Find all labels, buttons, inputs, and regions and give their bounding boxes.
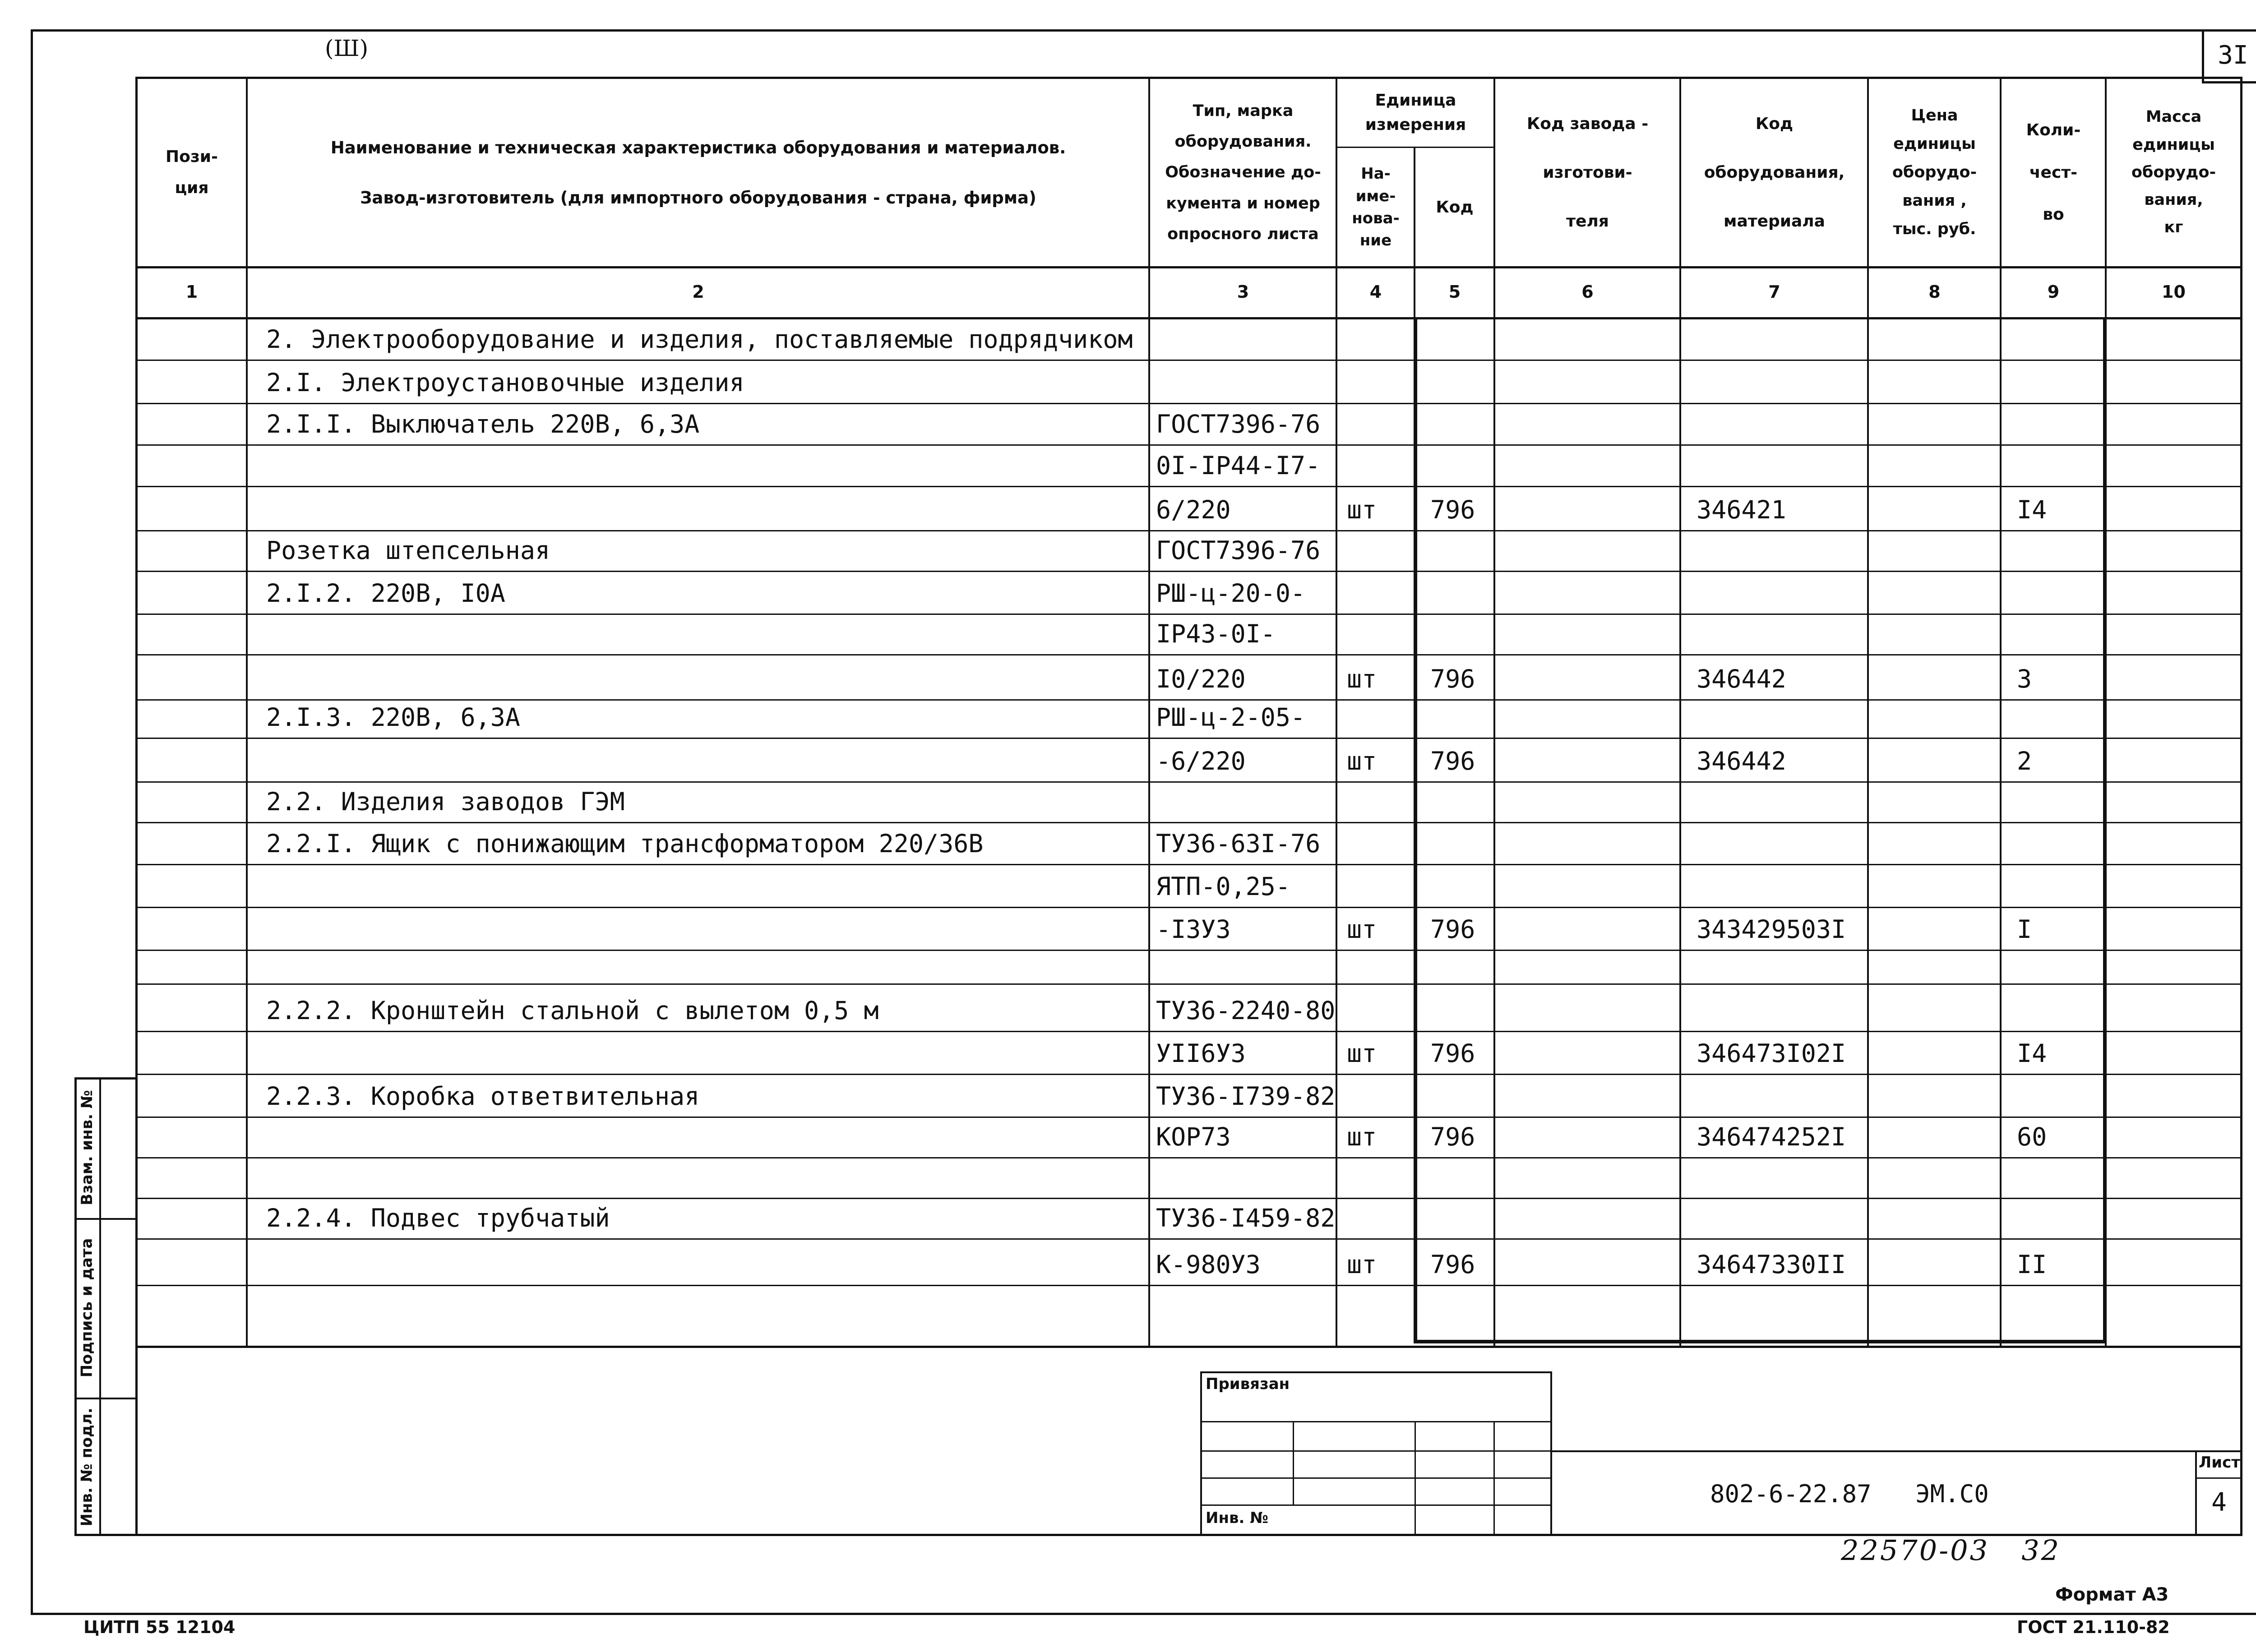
thick-data-block xyxy=(1414,318,2107,1343)
row-rule xyxy=(135,530,2242,531)
row-unit: шт xyxy=(1347,1039,1377,1068)
col-number-10: 10 xyxy=(2162,282,2186,302)
header-unit-group-text: Единица измерения xyxy=(1365,91,1466,134)
row-unit: шт xyxy=(1347,747,1377,775)
stamp-rule-1 xyxy=(1200,1421,1552,1422)
row-rule xyxy=(135,822,2242,823)
row-type: 6/220 xyxy=(1156,495,1231,524)
row-qty: II xyxy=(2017,1250,2047,1279)
row-rule xyxy=(135,1157,2242,1158)
row-unit-code: 796 xyxy=(1430,915,1475,944)
row-unit: шт xyxy=(1347,915,1377,944)
row-name: 2.2.4. Подвес трубчатый xyxy=(266,1204,610,1232)
header-price xyxy=(1869,79,2000,266)
footer-right: ГОСТ 21.110-82 xyxy=(2017,1617,2170,1637)
col-number-2: 2 xyxy=(692,282,704,302)
row-type: I0/220 xyxy=(1156,664,1246,693)
header-equipment-code-text: Код оборудования, материала xyxy=(1704,114,1845,231)
row-qty: I4 xyxy=(2017,495,2047,524)
row-rule xyxy=(135,781,2242,783)
header-unit-name-text: На- име- нова- ние xyxy=(1352,165,1400,250)
header-factory-code xyxy=(1496,79,1679,266)
header-mass xyxy=(2107,79,2240,266)
header-position-text: Пози- ция xyxy=(166,148,218,197)
row-unit-code: 796 xyxy=(1430,747,1475,775)
stamp-rule-3 xyxy=(1200,1477,1552,1479)
list-number: 4 xyxy=(2211,1488,2227,1517)
header-name-text: Наименование и техническая характеристика оборудования и материалов. Завод-изготовитель (для импортного оборудования - страна, фирма) xyxy=(330,138,1066,208)
row-unit-code: 796 xyxy=(1430,1122,1475,1151)
header-unit-group xyxy=(1338,79,1493,147)
row-rule xyxy=(135,1117,2242,1118)
row-rule xyxy=(135,950,2242,951)
col-number-9: 9 xyxy=(2047,282,2060,302)
row-name: 2.I.I. Выключатель 220В, 6,3А xyxy=(266,410,700,438)
row-type: УII6У3 xyxy=(1156,1039,1246,1068)
side-stamp-inv-podl xyxy=(74,1398,99,1536)
row-type: IP43-0I- xyxy=(1156,619,1276,648)
doc-code: 802-6-22.87 ЭМ.С0 xyxy=(1710,1480,1989,1508)
page-top-label: (Ш) xyxy=(325,35,369,61)
list-rule xyxy=(2195,1477,2242,1479)
row-type: -6/220 xyxy=(1156,747,1246,775)
row-type: -I3У3 xyxy=(1156,915,1231,944)
row-rule xyxy=(135,907,2242,908)
stamp-divider-2 xyxy=(1415,1421,1416,1536)
col-number-3: 3 xyxy=(1237,282,1249,302)
row-name: 2.2.I. Ящик с понижающим трансформатором 220/36В xyxy=(266,829,984,858)
row-name: 2.2.2. Кронштейн стальной с вылетом 0,5 м xyxy=(266,996,879,1025)
format-label: Формат А3 xyxy=(2055,1584,2169,1605)
row-unit: шт xyxy=(1347,664,1377,693)
row-rule xyxy=(135,1074,2242,1075)
header-mass-text: Масса единицы оборудо- вания, кг xyxy=(2131,108,2216,237)
row-type: ГОСТ7396-76 xyxy=(1156,410,1321,438)
row-type: ГОСТ7396-76 xyxy=(1156,536,1321,565)
row-rule xyxy=(135,444,2242,446)
page-corner-number: 3I xyxy=(2218,41,2248,70)
row-name: 2.I.3. 220В, 6,3А xyxy=(266,703,520,732)
row-rule xyxy=(135,1238,2242,1240)
row-type: ТУ36-2240-80 xyxy=(1156,996,1336,1025)
row-unit: шт xyxy=(1347,495,1377,524)
stamp-divider-1 xyxy=(1293,1421,1294,1504)
side-stamp-vzam xyxy=(74,1077,99,1218)
header-price-text: Цена единицы оборудо- вания , тыс. руб. xyxy=(1892,106,1977,238)
col-number-6: 6 xyxy=(1581,282,1594,302)
side-stamp-podpis xyxy=(74,1218,99,1398)
col-divider-4-header xyxy=(1414,147,1415,318)
stamp-rule-4 xyxy=(1200,1504,1552,1506)
row-rule xyxy=(135,738,2242,739)
side-stamp-podpis-text: Подпись и дата xyxy=(78,1238,96,1378)
row-qty: I4 xyxy=(2017,1039,2047,1068)
row-type: 0I-IP44-I7- xyxy=(1156,451,1321,480)
row-name: Розетка штепсельная xyxy=(266,536,550,565)
row-unit: шт xyxy=(1347,1122,1377,1151)
row-qty: 60 xyxy=(2017,1122,2047,1151)
header-unit-code xyxy=(1416,149,1493,266)
col-number-7: 7 xyxy=(1768,282,1780,302)
header-position xyxy=(138,79,246,266)
row-type: К-980У3 xyxy=(1156,1250,1261,1279)
row-qty: 2 xyxy=(2017,747,2032,775)
row-rule xyxy=(135,1285,2242,1286)
row-rule xyxy=(135,1031,2242,1032)
header-equipment-code xyxy=(1682,79,1867,266)
header-quantity xyxy=(2002,79,2105,266)
col-number-1: 1 xyxy=(185,282,198,302)
row-unit-code: 796 xyxy=(1430,1039,1475,1068)
row-rule xyxy=(135,614,2242,615)
row-equip-code: 34647330II xyxy=(1697,1250,1846,1279)
stamp-rule-2 xyxy=(1200,1450,1552,1452)
header-unit-name xyxy=(1338,149,1414,266)
row-equip-code: 346474252I xyxy=(1697,1122,1846,1151)
stamp-divider-3 xyxy=(1493,1421,1495,1536)
col-number-8: 8 xyxy=(1928,282,1941,302)
header-name xyxy=(248,79,1148,266)
handwritten-number: 22570-03 32 xyxy=(1841,1534,2061,1567)
inv-no-label: Инв. № xyxy=(1206,1509,1269,1527)
side-stamp-inv-podl-text: Инв. № подл. xyxy=(78,1407,96,1527)
row-type: ТУ36-63I-76 xyxy=(1156,829,1321,858)
row-type: ТУ36-I459-82 xyxy=(1156,1204,1336,1232)
row-type: КОР73 xyxy=(1156,1122,1231,1151)
row-rule xyxy=(135,654,2242,655)
row-rule xyxy=(135,699,2242,701)
header-bottom-rule xyxy=(135,266,2242,268)
row-name: 2.2. Изделия заводов ГЭМ xyxy=(266,787,625,816)
col-number-4: 4 xyxy=(1369,282,1382,302)
row-name: 2. Электрооборудование и изделия, поставляемые подрядчиком xyxy=(266,325,1133,354)
row-type: ТУ36-I739-82 xyxy=(1156,1082,1336,1111)
row-rule xyxy=(135,983,2242,985)
row-type: РШ-ц-2-05- xyxy=(1156,703,1306,732)
row-equip-code: 346473I02I xyxy=(1697,1039,1846,1068)
col-number-5: 5 xyxy=(1448,282,1461,302)
row-unit-code: 796 xyxy=(1430,1250,1475,1279)
footer-left: ЦИТП 55 12104 xyxy=(83,1617,236,1637)
header-unit-code-text: Код xyxy=(1436,198,1474,217)
row-rule xyxy=(135,864,2242,865)
row-rule xyxy=(135,360,2242,361)
row-equip-code: 346442 xyxy=(1697,664,1786,693)
row-unit-code: 796 xyxy=(1430,495,1475,524)
row-type: РШ-ц-20-0- xyxy=(1156,579,1306,608)
header-quantity-text: Коли- чест- во xyxy=(2026,121,2081,224)
row-rule xyxy=(135,486,2242,487)
row-qty: I xyxy=(2017,915,2032,944)
side-stamp-vzam-text: Взам. инв. № xyxy=(78,1090,96,1205)
row-rule xyxy=(135,571,2242,572)
row-rule xyxy=(135,1198,2242,1199)
header-type-text: Тип, марка оборудования. Обозначение до- кумента и номер опросного листа xyxy=(1165,102,1321,243)
header-type xyxy=(1151,79,1336,266)
row-equip-code: 346442 xyxy=(1697,747,1786,775)
row-name: 2.I.2. 220В, I0А xyxy=(266,579,505,608)
row-equip-code: 346421 xyxy=(1697,495,1786,524)
list-label: Лист xyxy=(2199,1454,2240,1472)
header-factory-code-text: Код завода - изготови- теля xyxy=(1526,114,1649,231)
side-stamp-divider xyxy=(99,1077,101,1536)
row-unit-code: 796 xyxy=(1430,664,1475,693)
row-type: ЯТП-0,25- xyxy=(1156,872,1291,901)
privyazan-label: Привязан xyxy=(1206,1375,1290,1393)
row-equip-code: 343429503I xyxy=(1697,915,1846,944)
row-unit: шт xyxy=(1347,1250,1377,1279)
row-name: 2.I. Электроустановочные изделия xyxy=(266,368,744,397)
row-name: 2.2.3. Коробка ответвительная xyxy=(266,1082,700,1111)
row-qty: 3 xyxy=(2017,664,2032,693)
row-rule xyxy=(135,403,2242,404)
doc-code-rule xyxy=(1552,1450,2242,1452)
